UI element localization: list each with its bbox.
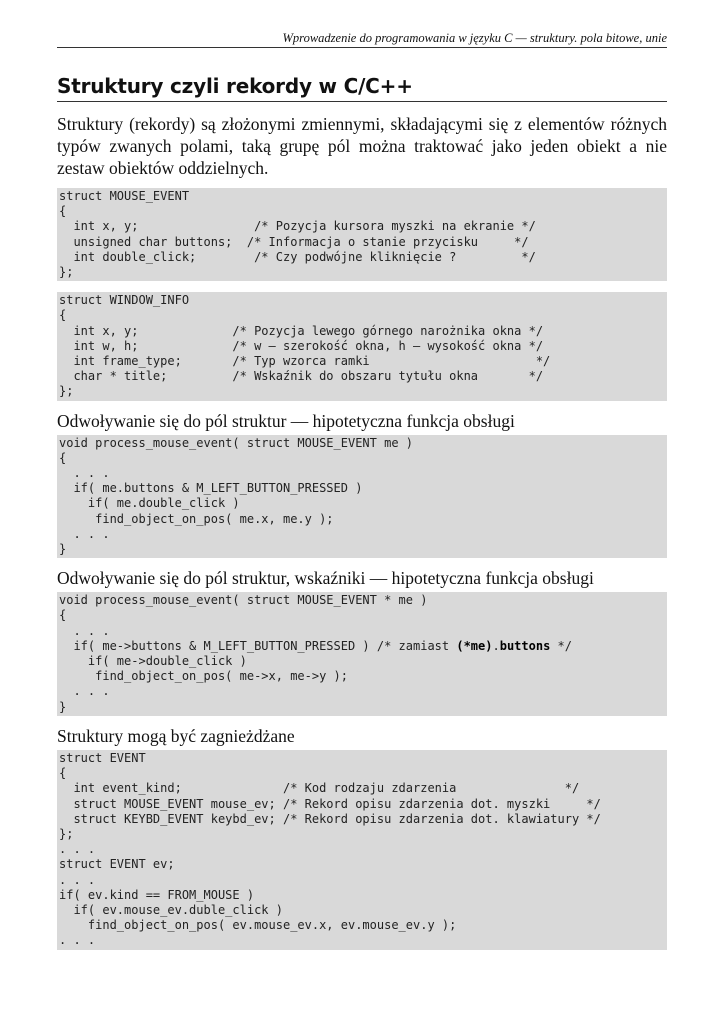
- code-block-field-access: void process_mouse_event( struct MOUSE_EVENT me ) { . . . if( me.buttons & M_LEFT_BUTTON_PRESSED ) if( me.double_click ) find_object_on_pos( me.x, me.y ); . . . }: [57, 435, 667, 559]
- section-title: Struktury czyli rekordy w C/C++: [57, 73, 667, 102]
- code-text: void process_mouse_event( struct MOUSE_EVENT * me ) { . . . if( me->buttons & M_LEFT_BUTTON_PRESSED ) /* zamiast: [59, 593, 450, 653]
- document-page: [57, 30, 667, 950]
- running-header: Wprowadzenie do programowania w języku C — struktury. pola bitowe, unie: [57, 30, 667, 48]
- subheading-pointer-access: Odwoływanie się do pól struktur, wskaźniki — hipotetyczna funkcja obsługi: [57, 568, 594, 589]
- intro-paragraph: Struktury (rekordy) są złożonymi zmiennymi, składającymi się z elementów różnych typów zwanych polami, taką grupę pól można traktować jako jeden obiekt a nie zestaw obiektów oddzielnych.: [57, 114, 667, 178]
- code-text: .: [492, 638, 500, 653]
- code-bold-field: buttons: [499, 638, 551, 653]
- code-text: */ if( me->double_click ) find_object_on_pos( me->x, me->y ); . . . }: [59, 638, 572, 714]
- code-block-window-info: struct WINDOW_INFO { int x, y; /* Pozycja lewego górnego narożnika okna */ int w, h; /* w – szerokość okna, h – wysokość okna */ int frame_type; /* Typ wzorca ramki */ char * title; /* Wskaźnik do obszaru tytułu okna */ };: [57, 292, 667, 400]
- subheading-field-access: Odwoływanie się do pól struktur — hipotetyczna funkcja obsługi: [57, 410, 515, 431]
- subheading-nested: Struktury mogą być zagnieżdżane: [57, 725, 295, 746]
- code-block-pointer-access: [57, 592, 667, 716]
- code-bold-deref: (*me): [456, 638, 493, 653]
- code-block-nested: struct EVENT { int event_kind; /* Kod rodzaju zdarzenia */ struct MOUSE_EVENT mouse_ev; /* Rekord opisu zdarzenia dot. myszki */ struct KEYBD_EVENT keybd_ev; /* Rekord opisu zdarzenia dot. klawiatury */ }; . . . struct EVENT ev; . . . if( ev.kind == FROM_MOUSE ) if( ev.mouse_ev.duble_click ) find_object_on_pos( ev.mouse_ev.x, ev.mouse_ev.y ); . . .: [57, 750, 667, 950]
- code-block-mouse-event: struct MOUSE_EVENT { int x, y; /* Pozycja kursora myszki na ekranie */ unsigned char buttons; /* Informacja o stanie przycisku */ int double_click; /* Czy podwójne kliknięcie ? */ };: [57, 188, 667, 281]
